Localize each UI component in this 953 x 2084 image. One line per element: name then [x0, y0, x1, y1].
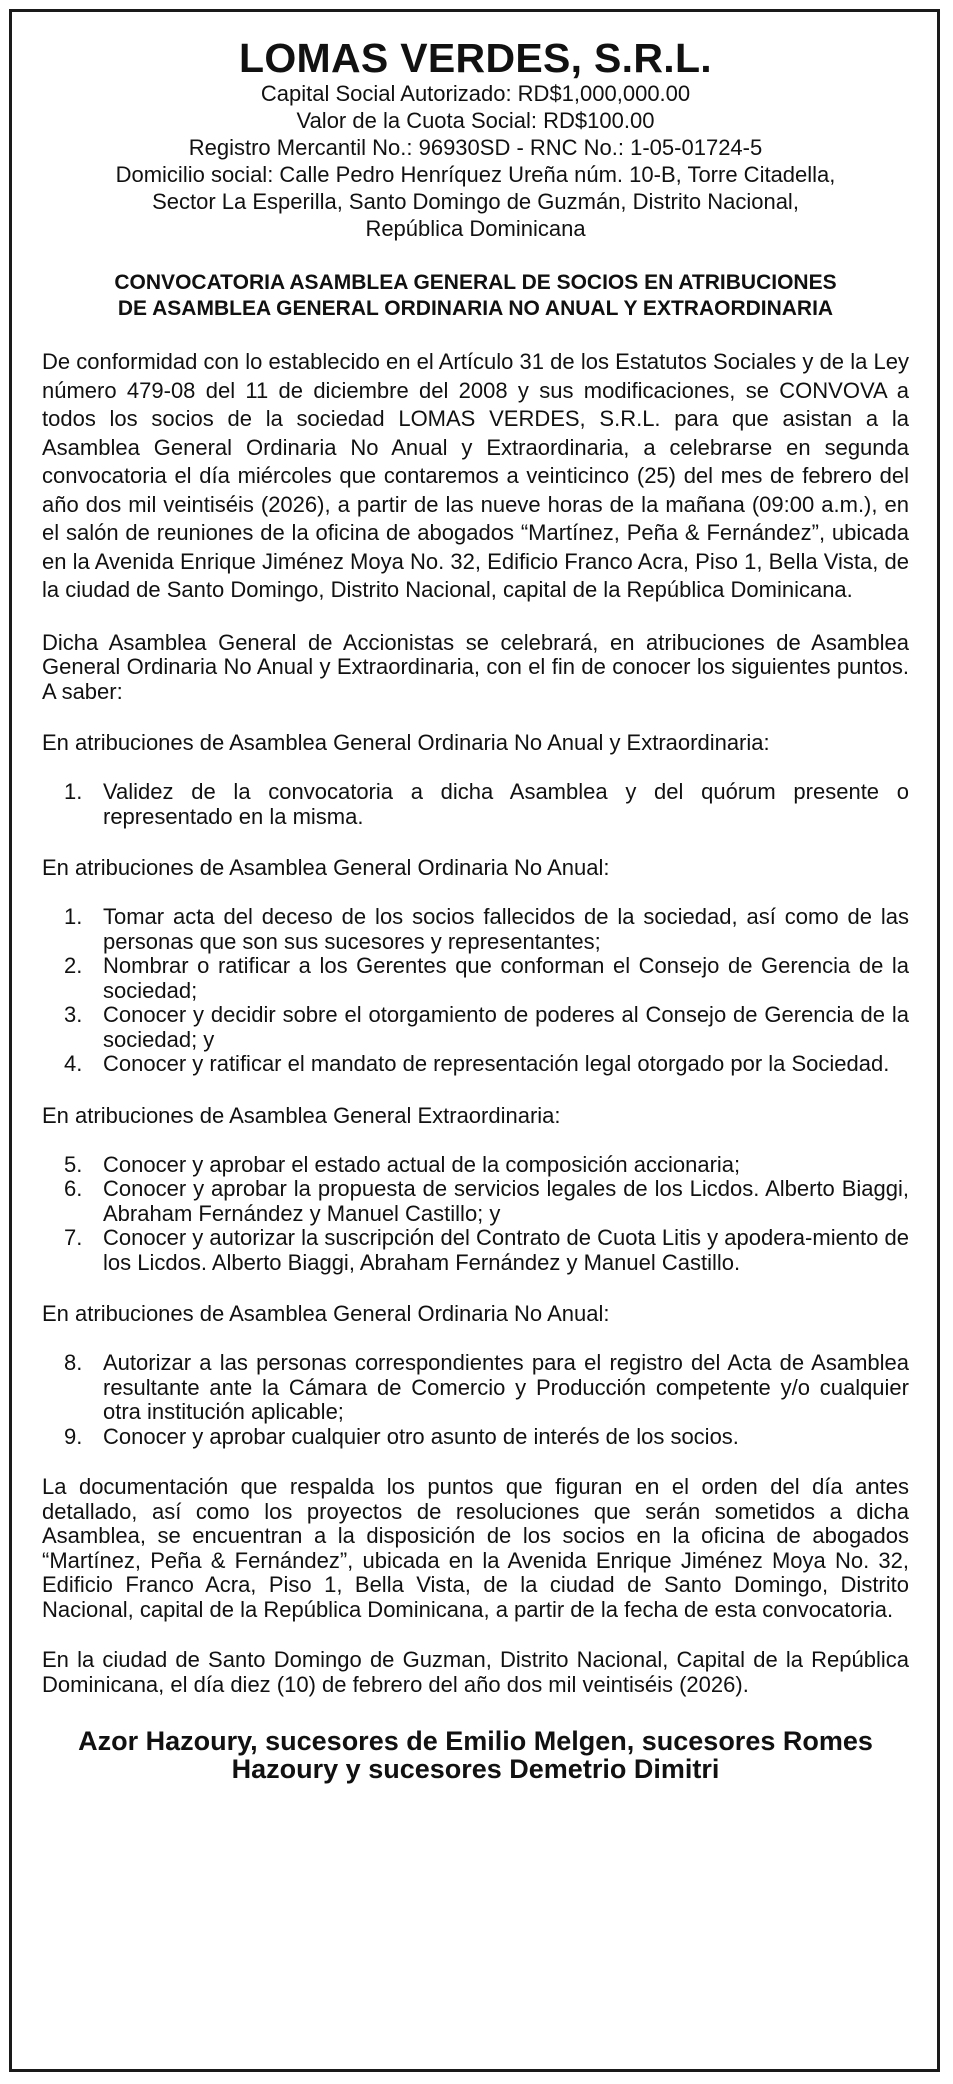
item-text: Conocer y decidir sobre el otorgamiento de poderes al Consejo de Gerencia de la sociedad; y	[103, 1002, 909, 1052]
agenda-item	[42, 1003, 909, 1052]
item-number: 4.	[64, 1051, 83, 1076]
title-line-2: DE ASAMBLEA GENERAL ORDINARIA NO ANUAL Y EXTRAORDINARIA	[117, 297, 834, 320]
registro-line: Registro Mercantil No.: 96930SD - RNC No.: 1-05-01724-5	[188, 135, 763, 160]
item-text: Conocer y aprobar cualquier otro asunto de interés de los socios.	[103, 1423, 739, 1449]
agenda-list	[42, 1153, 909, 1276]
capital-line: Capital Social Autorizado: RD$1,000,000.00	[260, 81, 691, 106]
item-text: Nombrar o ratificar a los Gerentes que conforman el Consejo de Gerencia de la sociedad;	[103, 953, 909, 1003]
cuota-line: Valor de la Cuota Social: RD$100.00	[296, 108, 655, 133]
paragraph-documentation: La documentación que respalda los puntos que figuran en el orden del día antes detallado, así como los proyectos de resoluciones que serán sometidos a dicha Asamblea, se encuentran a la disposición de los socios en la oficina de abogados “Martínez, Peña & Fernández”, ubicada en la Avenida Enrique Jiménez Moya No. 32, Edificio Franco Acra, Piso 1, Bella Vista, de la ciudad de Santo Domingo, Distrito Nacional, capital de la República Dominicana, a partir de la fecha de esta convocatoria.	[42, 1474, 909, 1622]
agenda-list	[42, 905, 909, 1077]
item-text: Tomar acta del deceso de los socios fallecidos de la sociedad, así como de las personas que son sus sucesores y representantes;	[103, 904, 909, 954]
section-heading: En atribuciones de Asamblea General Ordinaria No Anual y Extraordinaria:	[42, 730, 770, 755]
domicilio-line-1: Domicilio social: Calle Pedro Henríquez Ureña núm. 10-B, Torre Citadella,	[115, 162, 836, 187]
paragraph-date: En la ciudad de Santo Domingo de Guzman, Distrito Nacional, Capital de la República Dominicana, el día diez (10) de febrero del año dos mil veintiséis (2026).	[42, 1647, 909, 1697]
section-heading: En atribuciones de Asamblea General Extraordinaria:	[42, 1102, 561, 1128]
agenda-item	[42, 1177, 909, 1226]
item-number: 3.	[64, 1002, 83, 1027]
signature-line-1: Azor Hazoury, sucesores de Emilio Melgen, sucesores Romes	[78, 1726, 873, 1756]
signatories	[42, 1727, 909, 1783]
paragraph-convocation: De conformidad con lo establecido en el Artículo 31 de los Estatutos Sociales y de la Ley número 479-08 del 11 de diciembre del 2008 y sus modificaciones, se CONVOVA a todos los socios de la sociedad LOMAS VERDES, S.R.L. para que asistan a la Asamblea General Ordinaria No Anual y Extraordinaria, a celebrarse en segunda convocatoria el día miércoles que contaremos a veinticinco (25) del mes de febrero del año dos mil veintiséis (2026), a partir de las nueve horas de la mañana (09:00 a.m.), en el salón de reuniones de la oficina de abogados “Martínez, Peña & Fernández”, ubicada en la Avenida Enrique Jiménez Moya No. 32, Edificio Franco Acra, Piso 1, Bella Vista, de la ciudad de Santo Domingo, Distrito Nacional, capital de la República Dominicana.	[42, 349, 909, 602]
paragraph-purpose: Dicha Asamblea General de Accionistas se celebrará, en atribuciones de Asamblea General Ordinaria No Anual y Extraordinaria, con el fin de conocer los siguientes puntos. A saber:	[42, 629, 909, 704]
company-name: LOMAS VERDES, S.R.L.	[239, 35, 712, 81]
notice-frame	[9, 9, 940, 2072]
agenda-item	[42, 1351, 909, 1425]
letterhead	[42, 36, 909, 242]
section-heading: En atribuciones de Asamblea General Ordinaria No Anual:	[42, 855, 610, 880]
item-text: Conocer y aprobar la propuesta de servicios legales de los Licdos. Alberto Biaggi, Abraham Fernández y Manuel Castillo; y	[103, 1176, 909, 1226]
agenda-item	[42, 1052, 909, 1077]
signature-line-2: Hazoury y sucesores Demetrio Dimitri	[231, 1754, 720, 1784]
agenda-item	[42, 1153, 909, 1178]
domicilio-line-2: Sector La Esperilla, Santo Domingo de Guzmán, Distrito Nacional,	[152, 189, 799, 214]
item-text: Conocer y autorizar la suscripción del Contrato de Cuota Litis y apodera-miento de los Licdos. Alberto Biaggi, Abraham Fernández y Manuel Castillo.	[103, 1225, 909, 1275]
item-text: Conocer y ratificar el mandato de representación legal otorgado por la Sociedad.	[103, 1051, 890, 1076]
item-number: 6.	[64, 1176, 83, 1201]
item-text: Validez de la convocatoria a dicha Asamblea y del quórum presente o representado en la misma.	[103, 779, 909, 829]
item-number: 1.	[64, 904, 83, 929]
agenda-item	[42, 780, 909, 829]
item-text: Autorizar a las personas correspondientes para el registro del Acta de Asamblea resultante ante la Cámara de Comercio y Producción competente y/o cualquier otra institución aplicable;	[103, 1350, 909, 1424]
item-number: 8.	[64, 1350, 83, 1375]
agenda-item	[42, 1425, 909, 1450]
domicilio-line-3: República Dominicana	[365, 216, 586, 241]
item-text: Conocer y aprobar el estado actual de la composición accionaria;	[103, 1151, 741, 1177]
item-number: 5.	[64, 1151, 83, 1177]
item-number: 9.	[64, 1423, 83, 1449]
item-number: 2.	[64, 953, 83, 978]
item-number: 7.	[64, 1225, 83, 1250]
agenda-item	[42, 1226, 909, 1275]
agenda-item	[42, 905, 909, 954]
title-line-1: CONVOCATORIA ASAMBLEA GENERAL DE SOCIOS EN ATRIBUCIONES	[114, 271, 837, 294]
item-number: 1.	[64, 779, 83, 804]
agenda-list	[42, 780, 909, 829]
agenda-item	[42, 954, 909, 1003]
convocatoria-title	[42, 270, 909, 322]
section-heading: En atribuciones de Asamblea General Ordinaria No Anual:	[42, 1301, 610, 1326]
agenda-list	[42, 1351, 909, 1449]
